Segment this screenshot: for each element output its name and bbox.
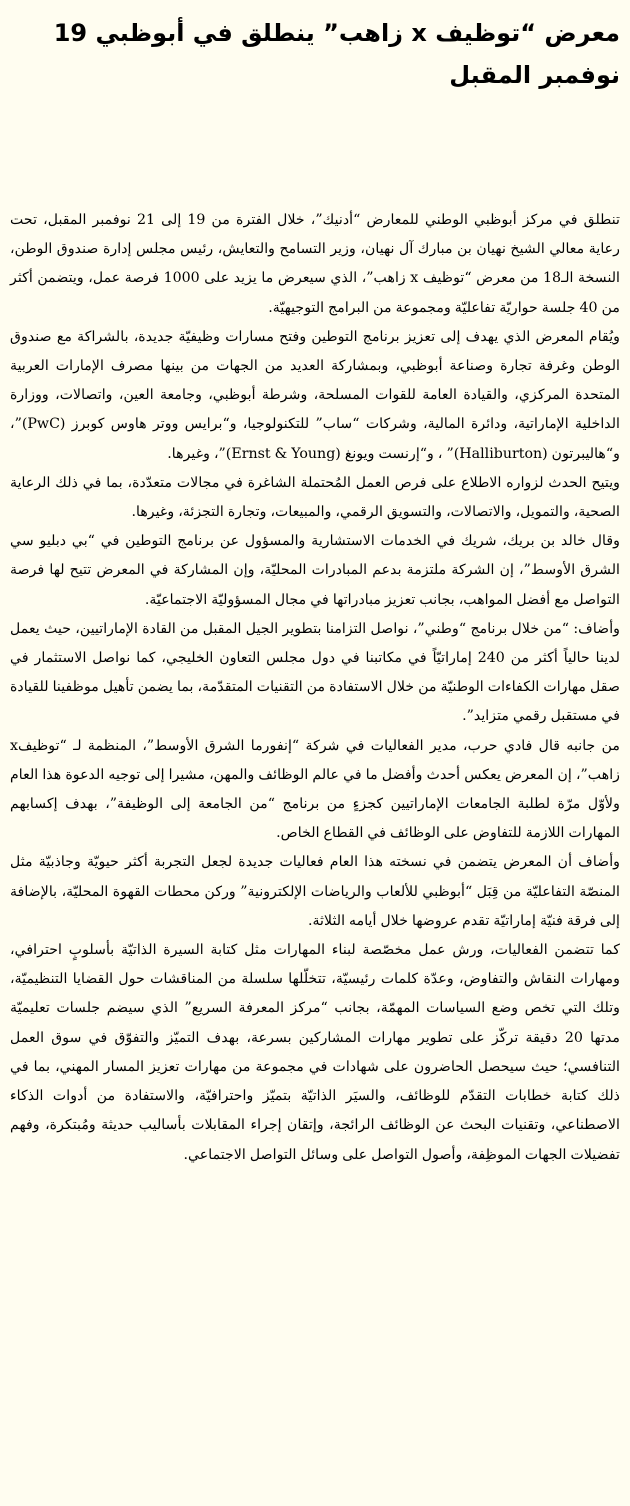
article-paragraph-8: كما تتضمن الفعاليات، ورش عمل مخصّصة لبناء المهارات مثل كتابة السيرة الذاتيّة بأسلوبٍ احترافي، ومهارات النقاش والتفاوض، وعدّة كلمات رئيسيّة، تتخلّلها سلسلة من المناقشات حول القضايا التنظيميّة، وتلك التي تخص وضع السياسات المهمّة، بجانب “مركز المعرفة السريع” الذي سيضم جلسات تعليميّة مدتها 20 دقيقة تركّز على تطوير مهارات المشاركين بسرعة، بهدف التميّز والتفوّق في سوق العمل التنافسي؛ حيث سيحصل الحاضرون على شهادات في مجموعة من مهارات تعزيز المسار المهني، بما في ذلك كتابة خطابات التقدّم للوظائف، والسيَر الذاتيّة بتميّز واحترافيّة، والاستفادة من أدوات الذكاء الاصطناعي، وتقنيات البحث عن الوظائف الرائجة، وإتقان إجراء المقابلات بأساليب حديثة ومُبتكرة، وفهم تفضيلات الجهات الموظِفة، وأصول التواصل على وسائل التواصل الاجتماعي. [10, 942, 620, 1163]
article-paragraph-6: من جانبه قال فادي حرب، مدير الفعاليات في شركة “إنفورما الشرق الأوسط”، المنظمة لـ “توظيفx زاهب”، إن المعرض يعكس أحدث وأفضل ما في عالم الوظائف والمهن، مشيرا إلى توجيه الدعوة هذا العام ولأوّل مرّة لطلبة الجامعات الإماراتيين كجزءٍ من برنامج “من الجامعة إلى الوظيفة”، بهدف إكسابهم المهارات اللازمة للتفاوض على الوظائف في القطاع الخاص. [10, 737, 620, 842]
article-paragraph-5: وأضاف: “من خلال برنامج “وطني”، نواصل التزامنا بتطوير الجيل المقبل من القادة الإماراتيين، حيث يعمل لدينا حالياً أكثر من 240 إماراتيّاً في مكاتبنا في دول مجلس التعاون الخليجي، كما نواصل الاستثمار في صقل مهارات الكفاءات الوطنيّة من خلال الاستفادة من التقنيات المتقدّمة، بما يضمن تأهيل موظفينا للقيادة في مستقبل رقمي متزايد”. [10, 620, 620, 725]
article-body [10, 206, 620, 1170]
article-paragraph-7: وأضاف أن المعرض يتضمن في نسخته هذا العام فعاليات جديدة لجعل التجربة أكثر حيويّة وجاذبيّة مثل المنصّة التفاعليّة من قِبَل “أبوظبي للألعاب والرياضات الإلكترونية” وركن محطات القهوة المحليّة، بالإضافة إلى فرقة فنيّة إماراتيّة تقدم عروضها خلال أيامه الثلاثة. [10, 854, 620, 929]
article-paragraph-3: ويتيح الحدث لزواره الاطلاع على فرص العمل المُحتملة الشاغرة في مجالات متعدّدة، بما في ذلك الرعاية الصحية، والتمويل، والاتصالات، والتسويق الرقمي، والمبيعات، وتجارة التجزئة، وغيرها. [10, 474, 620, 521]
article-paragraph-4: وقال خالد بن بريك، شريك في الخدمات الاستشارية والمسؤول عن برنامج التوطين في “بي دبليو سي الشرق الأوسط”، إن الشركة ملتزمة بدعم المبادرات المحليّة، وإن المشاركة في المعرض تتيح لها فرصة التواصل مع أفضل المواهب، بجانب تعزيز مبادراتها في مجال المسؤوليّة الاجتماعيّة. [10, 533, 620, 608]
headline-spacer [10, 96, 620, 206]
article-headline: معرض “توظيف x زاهب” ينطلق في أبوظبي 19 نوفمبر المقبل [53, 19, 620, 89]
article-paragraph-2: ويُقام المعرض الذي يهدف إلى تعزيز برنامج التوطين وفتح مسارات وظيفيّة جديدة، بالشراكة مع صندوق الوطن وغرفة تجارة وصناعة أبوظبي، وبمشاركة العديد من الجهات من بينها مصرف الإمارات العربية المتحدة المركزي، والقيادة العامة للقوات المسلحة، وشرطة أبوظبي، وجامعة العين، واتصالات، ووزارة الداخلية الإماراتية، ودائرة المالية، وشركات “ساب” للتكنولوجيا، و“برايس ووتر هاوس كوبرز (PwC)”، و“هاليبرتون (Halliburton)” ، و“إرنست ويونغ (Ernst & Young)”، وغيرها. [10, 328, 620, 462]
article-paragraph-1: تنطلق في مركز أبوظبي الوطني للمعارض “أدنيك”، خلال الفترة من 19 إلى 21 نوفمبر المقبل، تحت رعاية معالي الشيخ نهيان بن مبارك آل نهيان، وزير التسامح والتعايش، رئيس مجلس إدارة صندوق الوطن، النسخة الـ18 من معرض “توظيف x زاهب”، الذي سيعرض ما يزيد على 1000 فرصة عمل، ويتضمن أكثر من 40 جلسة حواريّة تفاعليّة ومجموعة من البرامج التوجيهيّة. [10, 212, 621, 316]
